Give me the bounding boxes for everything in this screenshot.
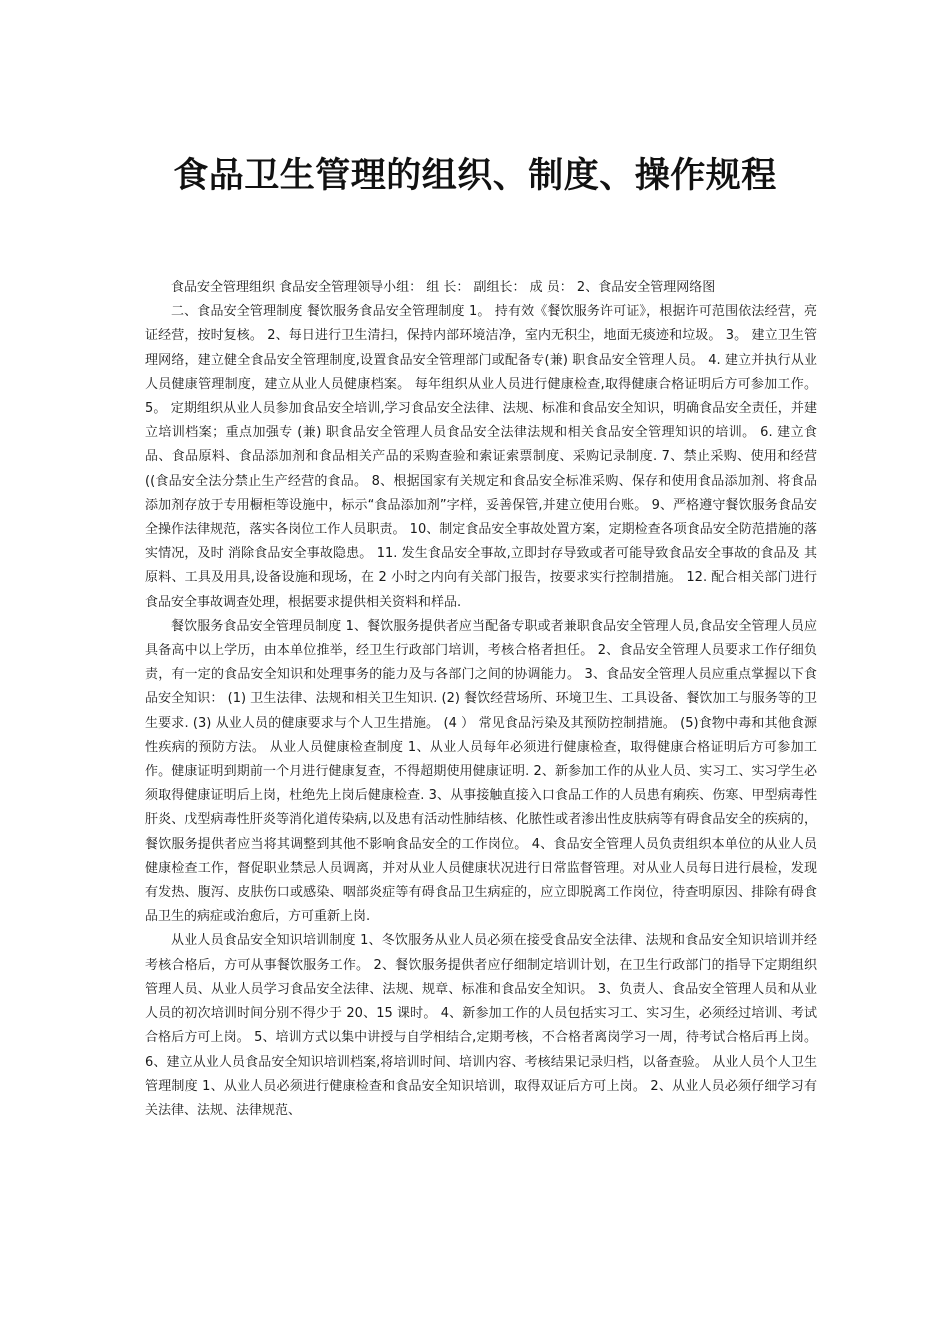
paragraph-manager-and-health-check: 餐饮服务食品安全管理员制度 1、餐饮服务提供者应当配备专职或者兼职食品安全管理人员,食品安全管理人员应具备高中以上学历，由本单位推举，经卫生行政部门培训，考核合格者担任。 2、食品安全管理人员要求工作仔细负责，有一定的食品安全知识和处理事务的能力及与各部门之间的协调能力。 3、食品安全管理人员应重点掌握以下食品安全知识： (1) 卫生法律、法规和相关卫生知识. (2) 餐饮经营场所、环境卫生、工具设备、餐饮加工与服务等的卫生要求. (3) 从业人员的健康要求与个人卫生措施。 (4 ） 常见食品污染及其预防控制措施。 (5)食物中毒和其他食源性疾病的预防方法。 从业人员健康检查制度 1、从业人员每年必须进行健康检查，取得健康合格证明后方可参加工作。健康证明到期前一个月进行健康复查，不得超期使用健康证明. 2、新参加工作的从业人员、实习工、实习学生必须取得健康证明后上岗，杜绝先上岗后健康检查. 3、从事接触直接入口食品工作的人员患有痢疾、伤寒、甲型病毒性肝炎、戊型病毒性肝炎等消化道传染病,以及患有活动性肺结核、化脓性或者渗出性皮肤病等有碍食品安全的疾病的，餐饮服务提供者应当将其调整到其他不影响食品安全的工作岗位。 4、食品安全管理人员负责组织本单位的从业人员健康检查工作，督促职业禁忌人员调离，并对从业人员健康状况进行日常监督管理。对从业人员每日进行晨检，发现有发热、腹泻、皮肤伤口或感染、咽部炎症等有碍食品卫生病症的，应立即脱离工作岗位，待查明原因、排除有碍食品卫生的病症或治愈后，方可重新上岗.	[145, 618, 817, 925]
document-body	[145, 276, 817, 1123]
paragraph-food-safety-organization: 食品安全管理组织 食品安全管理领导小组： 组 长： 副组长： 成 员： 2、食品安全管理网络图	[171, 280, 716, 295]
document-title: 食品卫生管理的组织、制度、操作规程	[173, 156, 777, 196]
paragraph-training-and-hygiene: 从业人员食品安全知识培训制度 1、冬饮服务从业人员必须在接受食品安全法律、法规和食品安全知识培训并经考核合格后，方可从事餐饮服务工作。 2、餐饮服务提供者应仔细制定培训计划，在卫生行政部门的指导下定期组织管理人员、从业人员学习食品安全法律、法规、规章、标准和食品安全知识。 3、负责人、食品安全管理人员和从业人员的初次培训时间分别不得少于 20、15 课时。 4、新参加工作的人员包括实习工、实习生，必须经过培训、考试合格后方可上岗。 5、培训方式以集中讲授与自学相结合,定期考核，不合格者离岗学习一周，待考试合格后再上岗。 6、建立从业人员食品安全知识培训档案,将培训时间、培训内容、考核结果记录归档，以备查验。 从业人员个人卫生管理制度 1、从业人员必须进行健康检查和食品安全知识培训，取得双证后方可上岗。 2、从业人员必须仔细学习有关法律、法规、法律规范、	[145, 933, 817, 1118]
paragraph-management-system: 二、食品安全管理制度 餐饮服务食品安全管理制度 1。 持有效《餐饮服务许可证》，根据许可范围依法经营，亮证经营，按时复核。 2、每日进行卫生清扫，保持内部环境洁净，室内无积尘，地面无痰迹和垃圾。 3。 建立卫生管理网络，建立健全食品安全管理制度,设置食品安全管理部门或配备专(兼) 职食品安全管理人员。 4. 建立并执行从业人员健康管理制度，建立从业人员健康档案。 每年组织从业人员进行健康检查,取得健康合格证明后方可参加工作。 5。 定期组织从业人员参加食品安全培训,学习食品安全法律、法规、标准和食品安全知识，明确食品安全责任，并建立培训档案；重点加强专 (兼) 职食品安全管理人员食品安全法律法规和相关食品安全管理知识的培训。 6. 建立食品、食品原料、食品添加剂和食品相关产品的采购查验和索证索票制度、采购记录制度. 7、禁止采购、使用和经营((食品安全法分禁止生产经营的食品。 8、根据国家有关规定和食品安全标准采购、保存和使用食品添加剂、将食品添加剂存放于专用橱柜等设施中，标示“食品添加剂”字样，妥善保管,并建立使用台账。 9、严格遵守餐饮服务食品安全操作法律规范，落实各岗位工作人员职责。 10、制定食品安全事故处置方案，定期检查各项食品安全防范措施的落实情况，及时 消除食品安全事故隐患。 11. 发生食品安全事故,立即封存导致或者可能导致食品安全事故的食品及 其原料、工具及用具,设备设施和现场，在 2 小时之内向有关部门报告，按要求实行控制措施。 12. 配合相关部门进行食品安全事故调查处理，根据要求提供相关资料和样品.	[145, 304, 817, 610]
